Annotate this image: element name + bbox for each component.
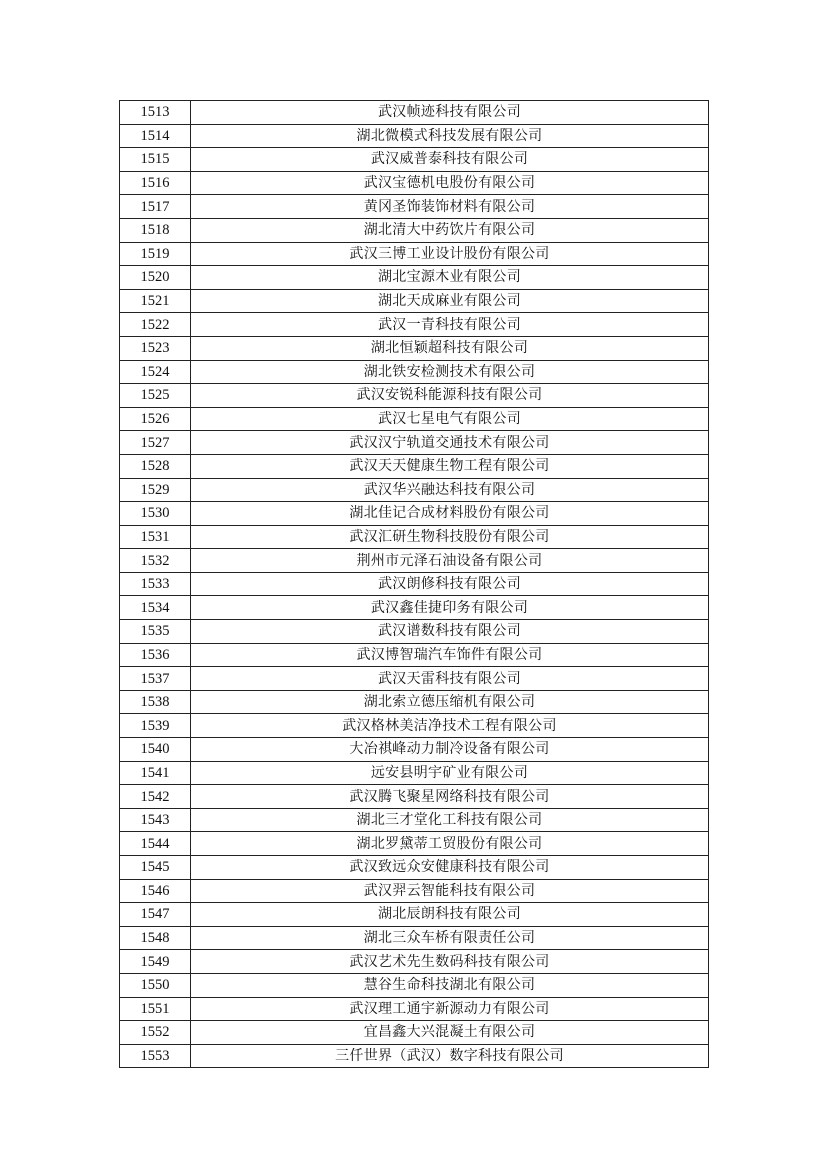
company-name: 慧谷生命科技湖北有限公司	[191, 973, 709, 997]
company-name: 湖北佳记合成材料股份有限公司	[191, 502, 709, 526]
table-row	[120, 549, 709, 573]
company-name: 宜昌鑫大兴混凝土有限公司	[191, 1021, 709, 1045]
company-name: 武汉艺术先生数码科技有限公司	[191, 950, 709, 974]
row-number: 1520	[120, 266, 191, 290]
table-row	[120, 714, 709, 738]
table-row	[120, 596, 709, 620]
row-number: 1524	[120, 360, 191, 384]
row-number: 1515	[120, 148, 191, 172]
company-name: 湖北微模式科技发展有限公司	[191, 124, 709, 148]
row-number: 1532	[120, 549, 191, 573]
company-name: 湖北索立德压缩机有限公司	[191, 690, 709, 714]
table-row	[120, 667, 709, 691]
table-row	[120, 785, 709, 809]
company-name: 武汉宝德机电股份有限公司	[191, 171, 709, 195]
company-name: 荆州市元泽石油设备有限公司	[191, 549, 709, 573]
company-name: 湖北宝源木业有限公司	[191, 266, 709, 290]
company-name: 武汉朗修科技有限公司	[191, 572, 709, 596]
row-number: 1539	[120, 714, 191, 738]
company-name: 大冶祺峰动力制冷设备有限公司	[191, 738, 709, 762]
company-name: 湖北罗黛蒂工贸股份有限公司	[191, 832, 709, 856]
row-number: 1543	[120, 808, 191, 832]
company-name: 武汉安锐科能源科技有限公司	[191, 384, 709, 408]
table-row	[120, 266, 709, 290]
table-row	[120, 856, 709, 880]
company-name: 武汉羿云智能科技有限公司	[191, 879, 709, 903]
row-number: 1546	[120, 879, 191, 903]
row-number: 1533	[120, 572, 191, 596]
company-name: 武汉汉宁轨道交通技术有限公司	[191, 431, 709, 455]
table-row	[120, 973, 709, 997]
table-row	[120, 454, 709, 478]
table-row	[120, 808, 709, 832]
table-row	[120, 384, 709, 408]
table-row	[120, 195, 709, 219]
row-number: 1513	[120, 101, 191, 125]
table-row	[120, 1044, 709, 1068]
row-number: 1522	[120, 313, 191, 337]
company-name: 湖北恒颖超科技有限公司	[191, 336, 709, 360]
table-row	[120, 478, 709, 502]
row-number: 1548	[120, 926, 191, 950]
table-row	[120, 148, 709, 172]
row-number: 1534	[120, 596, 191, 620]
row-number: 1537	[120, 667, 191, 691]
row-number: 1552	[120, 1021, 191, 1045]
company-name: 武汉一青科技有限公司	[191, 313, 709, 337]
row-number: 1519	[120, 242, 191, 266]
row-number: 1550	[120, 973, 191, 997]
company-name: 远安县明宇矿业有限公司	[191, 761, 709, 785]
company-name: 武汉威普泰科技有限公司	[191, 148, 709, 172]
row-number: 1549	[120, 950, 191, 974]
row-number: 1530	[120, 502, 191, 526]
company-name: 三仟世界（武汉）数字科技有限公司	[191, 1044, 709, 1068]
company-name: 湖北辰朗科技有限公司	[191, 903, 709, 927]
row-number: 1535	[120, 620, 191, 644]
company-name: 武汉汇研生物科技股份有限公司	[191, 525, 709, 549]
row-number: 1528	[120, 454, 191, 478]
row-number: 1531	[120, 525, 191, 549]
table-row	[120, 761, 709, 785]
row-number: 1544	[120, 832, 191, 856]
table-row	[120, 1021, 709, 1045]
table-row	[120, 101, 709, 125]
table-row	[120, 903, 709, 927]
company-list-table	[119, 100, 709, 1068]
row-number: 1527	[120, 431, 191, 455]
company-name: 武汉致远众安健康科技有限公司	[191, 856, 709, 880]
table-row	[120, 879, 709, 903]
table-row	[120, 620, 709, 644]
row-number: 1517	[120, 195, 191, 219]
company-name: 武汉七星电气有限公司	[191, 407, 709, 431]
row-number: 1551	[120, 997, 191, 1021]
table-row	[120, 572, 709, 596]
table-row	[120, 690, 709, 714]
table-row	[120, 124, 709, 148]
table-row	[120, 407, 709, 431]
company-name: 湖北三众车桥有限责任公司	[191, 926, 709, 950]
table-row	[120, 997, 709, 1021]
company-name: 武汉谱数科技有限公司	[191, 620, 709, 644]
company-name: 湖北天成麻业有限公司	[191, 289, 709, 313]
table-body	[120, 101, 709, 1068]
row-number: 1521	[120, 289, 191, 313]
table-row	[120, 738, 709, 762]
company-name: 武汉天天健康生物工程有限公司	[191, 454, 709, 478]
row-number: 1536	[120, 643, 191, 667]
company-name: 武汉博智瑞汽车饰件有限公司	[191, 643, 709, 667]
row-number: 1516	[120, 171, 191, 195]
company-name: 武汉华兴融达科技有限公司	[191, 478, 709, 502]
table-row	[120, 643, 709, 667]
company-name: 湖北三才堂化工科技有限公司	[191, 808, 709, 832]
row-number: 1542	[120, 785, 191, 809]
row-number: 1529	[120, 478, 191, 502]
table-row	[120, 502, 709, 526]
company-name: 湖北清大中药饮片有限公司	[191, 218, 709, 242]
row-number: 1545	[120, 856, 191, 880]
row-number: 1525	[120, 384, 191, 408]
table-row	[120, 431, 709, 455]
row-number: 1514	[120, 124, 191, 148]
company-name: 武汉理工通宇新源动力有限公司	[191, 997, 709, 1021]
table-row	[120, 171, 709, 195]
row-number: 1518	[120, 218, 191, 242]
company-name: 湖北铁安检测技术有限公司	[191, 360, 709, 384]
company-name: 黄冈圣饰装饰材料有限公司	[191, 195, 709, 219]
table-row	[120, 926, 709, 950]
company-name: 武汉格林美洁净技术工程有限公司	[191, 714, 709, 738]
table-row	[120, 336, 709, 360]
company-name: 武汉天雷科技有限公司	[191, 667, 709, 691]
table-row	[120, 950, 709, 974]
table-row	[120, 313, 709, 337]
row-number: 1547	[120, 903, 191, 927]
table-row	[120, 360, 709, 384]
company-name: 武汉三博工业设计股份有限公司	[191, 242, 709, 266]
company-name: 武汉鑫佳捷印务有限公司	[191, 596, 709, 620]
row-number: 1541	[120, 761, 191, 785]
row-number: 1540	[120, 738, 191, 762]
row-number: 1523	[120, 336, 191, 360]
row-number: 1538	[120, 690, 191, 714]
table-row	[120, 832, 709, 856]
table-row	[120, 525, 709, 549]
row-number: 1553	[120, 1044, 191, 1068]
table-row	[120, 242, 709, 266]
company-name: 武汉腾飞聚星网络科技有限公司	[191, 785, 709, 809]
row-number: 1526	[120, 407, 191, 431]
table-row	[120, 289, 709, 313]
table-row	[120, 218, 709, 242]
company-name: 武汉帧迹科技有限公司	[191, 101, 709, 125]
